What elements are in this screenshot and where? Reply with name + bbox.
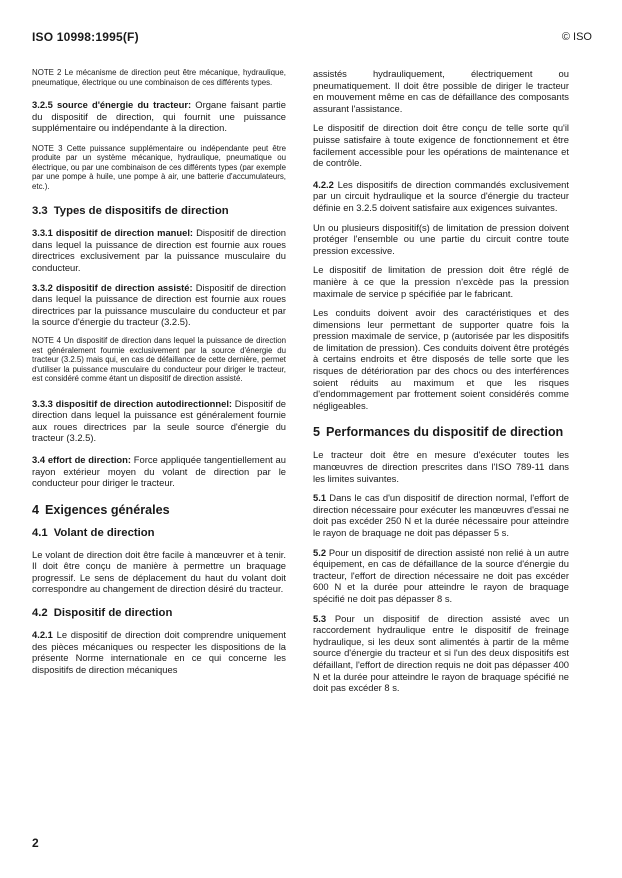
clause-text: Dispositif de direction dans lequel la puissance de direction est fournie aux roues directrices par la puissance musculaire du conducteur et par la source d'énergie du tracteur (3.2.5). (32, 281, 286, 328)
paragraph-4-1: Le volant de direction doit être facile à manœuvrer et à tenir. Il doit être conçu de manière à permettre un braquage progressif. Le sens de déplacement du haut du volant doit correspondre au changement de direction désiré du tracteur. (32, 548, 286, 595)
clause-text: Dispositif de direction dans lequel la puissance de direction est fournie aux roues directrices exclusivement par la puissance musculaire du conducteur. (32, 227, 286, 274)
paragraph-5-intro: Le tracteur doit être en mesure d'exécuter toutes les manœuvres de direction prescrites dans l'ISO 789-11 dans les limites suivantes. (313, 449, 569, 484)
clause-3-4 (32, 454, 286, 489)
heading-title: Exigences générales (45, 502, 170, 517)
clause-5-3 (313, 613, 569, 694)
paragraph-conduits: Les conduits doivent avoir des caractéristiques et des dimensions leur permettant de supporter quatre fois la pression maximale de service, p (autorisée par les dispositifs de limitation de pression). Ces conduits doivent être protégés à certains endroits et être disposés de telle sorte que les risques de détérioration par des chocs ou des interférences soient réduits au maximum et que les risques d'endommagement par frottement soient considérés comme négligeables. (313, 307, 569, 411)
heading-number: 4.1 (32, 526, 48, 539)
standard-designation: ISO 10998:1995(F) (32, 30, 139, 44)
clause-text: Force appliquée tangentiellement au rayon extérieur moyen du volant de direction par le conducteur pour diriger le tracteur. (32, 453, 286, 489)
heading-title: Volant de direction (53, 526, 155, 539)
clause-number: 4.2.2 (313, 178, 334, 190)
clause-3-2-5 (32, 99, 286, 134)
clause-term: dispositif de direction assisté: (56, 281, 193, 293)
clause-number: 5.1 (313, 492, 327, 504)
clause-3-3-1 (32, 227, 286, 273)
clause-number: 3.3.3 (32, 397, 53, 409)
clause-text: Organe faisant partie du dispositif de direction, qui fournit une puissance supplémentaire ou indépendante à la direction. (32, 99, 286, 134)
heading-3-3 (32, 205, 286, 217)
heading-number: 3.3 (32, 205, 48, 218)
clause-3-3-3 (32, 398, 286, 444)
page-number: 2 (32, 836, 39, 850)
note-2: NOTE 2 Le mécanisme de direction peut être mécanique, hydraulique, pneumatique, électrique ou une combinaison de ces différents types. (32, 68, 286, 87)
heading-number: 5 (313, 425, 321, 440)
heading-5 (313, 425, 569, 439)
clause-number: 3.4 (32, 453, 46, 465)
paragraph-continued: assistés hydrauliquement, électriquement ou pneumatiquement. Il doit être possible de diriger le tracteur en mouvement même en cas de défaillance des composants assurant l'assistance. (313, 68, 569, 114)
clause-number: 4.2.1 (32, 629, 53, 641)
heading-title: Performances du dispositif de direction (326, 425, 564, 440)
heading-number: 4 (32, 502, 40, 517)
clause-text: Les dispositifs de direction commandés exclusivement par un circuit hydraulique et la source d'énergie du tracteur définie en 3.2.5 doivent satisfaire aux exigences suivantes. (313, 178, 569, 213)
clause-text: Dispositif de direction dans lequel la puissance est généralement fournie aux roues directrices par la seule source d'énergie du tracteur (3.2.5). (32, 397, 286, 444)
clause-number: 3.3.2 (32, 281, 53, 293)
clause-5-2 (313, 547, 569, 605)
clause-term: source d'énergie du tracteur: (57, 99, 192, 110)
heading-4 (32, 503, 286, 517)
clause-number: 3.3.1 (32, 227, 53, 239)
clause-text: Dans le cas d'un dispositif de direction normal, l'effort de direction nécessaire pour exécuter les manœuvres d'essai ne doit pas excéder 250 N et la durée nécessaire pour atteindre le rayon de braquage ne doit pas dépasser 5 s. (313, 492, 569, 538)
clause-text: Pour un dispositif de direction assisté non relié à un autre équipement, en cas de défaillance de la source d'énergie du tracteur, l'effort de direction nécessaire ne doit pas excéder 600 N et la durée pour atteindre le rayon de braquage spécifié ne doit pas dépasser 8 s. (313, 546, 569, 604)
note-4: NOTE 4 Un dispositif de direction dans lequel la puissance de direction est généralement fournie exclusivement par la source d'énergie du tracteur (3.2.5) mais qui, en cas de défaillance de cette dernière, permet d'utiliser la puissance musculaire du conducteur pour diriger le tracteur, est considéré comme étant un dispositif de direction assisté. (32, 336, 286, 384)
note-3: NOTE 3 Cette puissance supplémentaire ou indépendante peut être produite par un système mécanique, hydraulique, pneumatique ou électrique, ou par une combinaison de ces différents types (par exemple par une pompe à huile, une pompe à air, une batterie d'accumulateurs, etc.). (32, 143, 286, 191)
clause-4-2-1 (32, 629, 286, 675)
right-column (313, 68, 569, 694)
paragraph-pressure-limit: Un ou plusieurs dispositif(s) de limitation de pression doivent protéger l'ensemble ou une partie du circuit contre toute pression excessive. (313, 221, 569, 256)
heading-title: Dispositif de direction (53, 607, 173, 620)
heading-title: Types de dispositifs de direction (53, 205, 229, 218)
clause-term: dispositif de direction autodirectionnel: (55, 397, 233, 409)
left-column (32, 68, 286, 675)
paragraph-design: Le dispositif de direction doit être conçu de telle sorte qu'il puisse satisfaire à toute exigence de fonctionnement et être facilement accessible pour les opérations de maintenance et de contrôle. (313, 122, 569, 169)
clause-3-3-2 (32, 282, 286, 328)
clause-text: Le dispositif de direction doit comprendre uniquement des pièces mécaniques ou respecter les dispositions de la présente Norme internationale en ce qui concerne les dispositifs de direction mécaniques (32, 629, 286, 675)
heading-4-1 (32, 527, 286, 539)
clause-text: Pour un dispositif de direction assisté avec un raccordement hydraulique entre le dispositif de freinage hydraulique, si les deux sont alimentés à partir de la même source d'énergie du tracteur et si l'un des deux dispositifs est défaillant, l'effort de direction requis ne doit pas dépasser 400 N et la durée pour atteindre le rayon de braquage spécifié ne doit pas excéder 8 s. (313, 612, 569, 694)
clause-4-2-2 (313, 179, 569, 214)
clause-number: 5.3 (313, 612, 327, 624)
clause-number: 5.2 (313, 546, 327, 558)
clause-term: dispositif de direction manuel: (55, 227, 194, 239)
clause-number: 3.2.5 (32, 99, 53, 110)
clause-term: effort de direction: (47, 453, 131, 465)
paragraph-pressure-setting: Le dispositif de limitation de pression doit être réglé de manière à ce que la pression n'excède pas la pression maximale de service p spécifiée par le fabricant. (313, 264, 569, 299)
clause-5-1 (313, 492, 569, 538)
copyright-mark: © ISO (561, 31, 592, 43)
heading-4-2 (32, 607, 286, 619)
heading-number: 4.2 (32, 607, 48, 620)
